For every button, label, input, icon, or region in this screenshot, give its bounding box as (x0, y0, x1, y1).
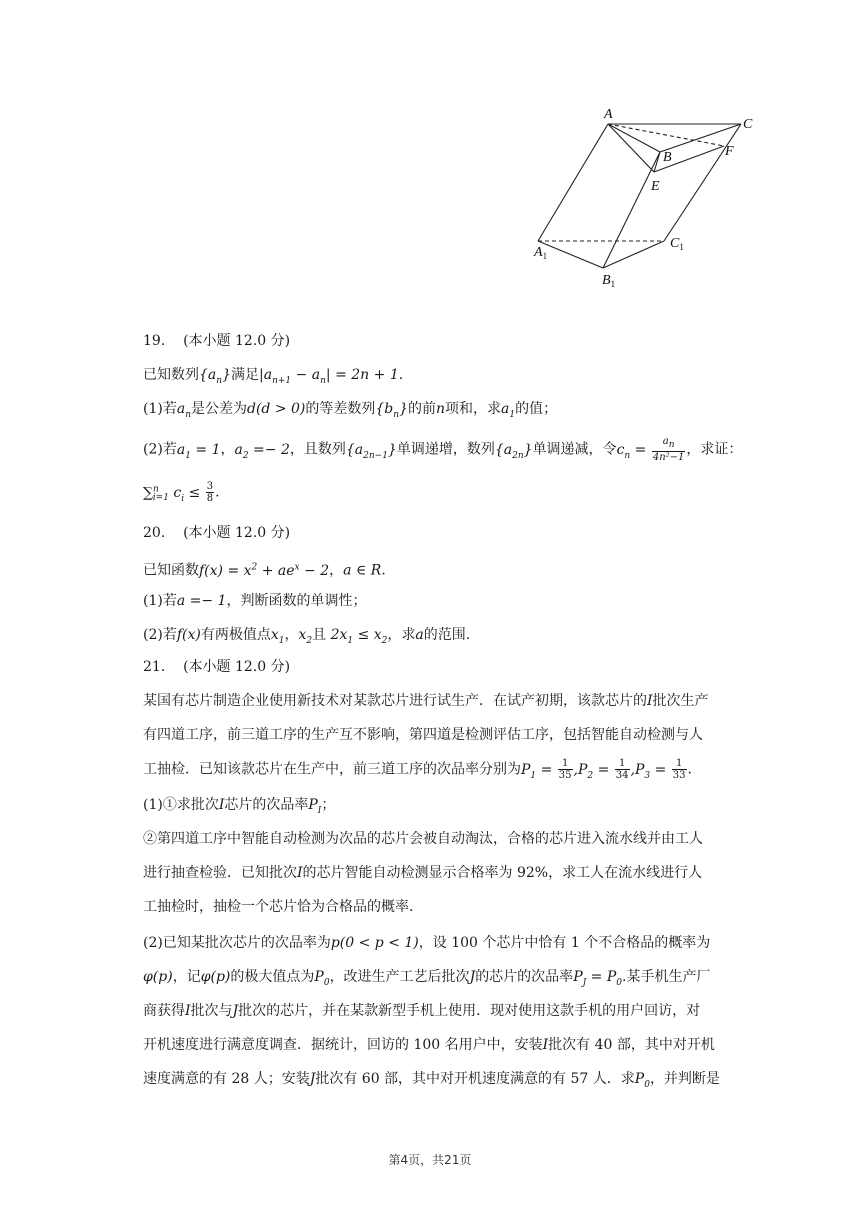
q20-header: 20. (本小题 12.0 分) (143, 525, 291, 541)
q20-part2: (2)若f(x)有两极值点$x_1$，$x_2$且 $2x_1 \le x_2$，求a的范围. (143, 627, 471, 646)
q21-line6: 进行抽查检验．已知批次I的芯片智能自动检测显示合格率为 92%，求工人在流水线进行人 (143, 865, 703, 881)
q21-line2: 有四道工序，前三道工序的生产互不影响，第四道是检测评估工序，包括智能自动检测与人 (143, 727, 703, 743)
q21-line12: 速度满意的有 28 人；安装J批次有 60 部，其中对开机速度满意的有 57 人．求$P_0$，并判断是 (143, 1071, 720, 1090)
q21-line7: 工抽检时，抽检一个芯片恰为合格品的概率． (143, 899, 423, 915)
q19-part2: (2)若$a_1 = 1$，$a_2 =- 2$，且数列$\{a_{2n-1}\}$单调递增，数列$\{a_{2n}\}$单调递减，令$c_n$ = $\frac{a_n}{\text{4n²−1}}$ ，求证： (143, 436, 743, 463)
q21-line4: (1)①求批次I芯片的次品率$P_I$； (143, 797, 336, 816)
label-A: A (604, 107, 613, 122)
q19-part1: (1)若$a_n$是公差为d(d > 0)的等差数列$\{b_n\}$的前n项和，求$a_1$的值； (143, 401, 558, 420)
label-F: F (725, 144, 734, 159)
q21-line5: ②第四道工序中智能自动检测为次品的芯片会被自动淘汰，合格的芯片进入流水线并由工人 (143, 831, 703, 847)
label-C1: $C_1$ (670, 236, 684, 252)
q21-line9: φ(p)，记φ(p)的极大值点为$P_0$，改进生产工艺后批次J的芯片的次品率$P_J = P_0$.某手机生产厂 (143, 969, 711, 988)
edge-AE (608, 124, 654, 172)
label-B: B (663, 150, 672, 165)
edge-AA1 (538, 124, 608, 241)
edge-B1C1 (603, 241, 664, 268)
edge-BB1 (603, 152, 660, 268)
q21-line8: (2)已知某批次芯片的次品率为p(0 < p < 1)，设 100 个芯片中恰有 1 个不合格品的概率为 (143, 935, 711, 951)
q21-line3: 工抽检．已知该款芯片在生产中，前三道工序的次品率分别为$P_1$ = $\frac{1}{35}$ $,P_2$ = $\frac{1}{34}$ $,P_3$ = $\frac{1}{33}$ . (143, 758, 692, 781)
edge-A1B1 (538, 241, 603, 268)
q21-header: 21. (本小题 12.0 分) (143, 659, 291, 675)
page-footer: 第4页，共21页 (388, 1153, 472, 1167)
q20-stem: 已知函数$f(x) = x^2 + ae^x - 2$，a ∈ R. (143, 562, 386, 579)
q21-line10: 商获得I批次与J批次的芯片，并在某款新型手机上使用．现对使用这款手机的用户回访，对 (143, 1003, 701, 1019)
label-C: C (743, 117, 753, 132)
label-E: E (651, 179, 660, 194)
prism-figure (520, 100, 760, 300)
edge-AB (608, 124, 660, 152)
q19-header: 19. (本小题 12.0 分) (143, 333, 291, 349)
q20-part1: (1)若a =− 1，判断函数的单调性； (143, 593, 367, 609)
label-A1: $A_1$ (534, 245, 548, 261)
q19-part2-sum: ∑$^n_{i=1}$ $c_i$ ≤ $\frac{3}{8}$ . (143, 481, 220, 505)
q19-stem: 已知数列$\{a_n\}$满足$|a_{n+1} - a_n| = 2n + 1$. (143, 367, 404, 386)
prism-diagram (520, 100, 760, 300)
label-B1: $B_1$ (602, 273, 616, 289)
q21-line11: 开机速度进行满意度调查．据统计，回访的 100 名用户中，安装I批次有 40 部，其中对开机 (143, 1037, 715, 1053)
edge-CC1 (664, 124, 741, 241)
q21-line1: 某国有芯片制造企业使用新技术对某款芯片进行试生产．在试产初期，该款芯片的I批次生产 (143, 693, 709, 709)
